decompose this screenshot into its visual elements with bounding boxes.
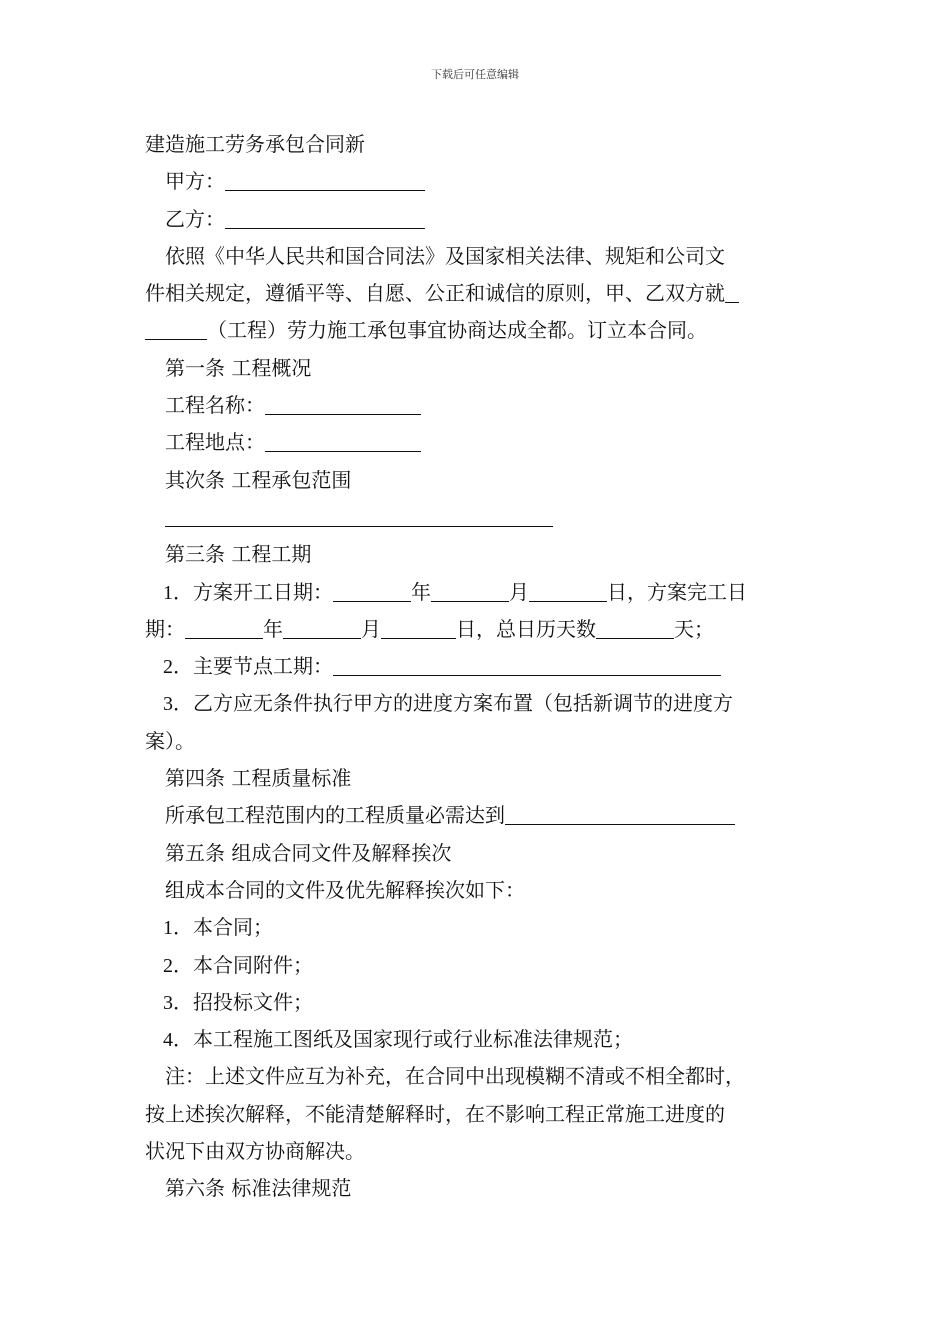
note-line-2: 按上述挨次解释，不能清楚解释时，在不影响工程正常施工进度的 [145,1101,725,1126]
milestone-label: 主要节点工期： [193,654,333,679]
progress-plan-text: 乙方应无条件执行甲方的进度方案布置（包括新调节的进度方 [193,691,733,716]
total-days-label: 日，总日历天数 [456,616,596,641]
document-title: 建造施工劳务承包合同新 [145,132,365,156]
end-day-blank [381,616,456,639]
schedule-line-1 [145,574,810,611]
schedule-line-4 [145,685,810,722]
note-line-1: 注：上述文件应互为补充，在合同中出现模糊不清或不相全都时， [165,1064,745,1089]
start-date-label: 方案开工日期： [193,579,333,604]
end-date-label-cont: 期： [145,616,185,641]
scope-line [145,499,810,536]
project-site-line [145,424,810,461]
intro-line-2 [145,275,810,312]
project-site-label: 工程地点： [165,430,265,455]
contract-document [145,126,810,1208]
item-3-number: 3． [163,693,193,716]
days-unit-label: 天； [674,616,714,641]
party-a-blank [225,168,425,191]
doc-item-1-text: 本合同； [193,915,273,940]
schedule-line-2 [145,611,810,648]
compose-intro: 组成本合同的文件及优先解释挨次如下： [165,877,525,902]
intro-line-2-text: 件相关规定，遵循平等、自愿、公正和诚信的原则，甲、乙双方就 [145,281,725,306]
doc-item-4-text: 本工程施工图纸及国家现行或行业标准法律规范； [193,1027,633,1052]
party-b-label: 乙方： [165,206,225,231]
schedule-line-5: 案）。 [145,728,195,753]
intro-line-1: 依照《中华人民共和国合同法》及国家相关法律、规矩和公司文 [165,243,725,268]
quality-blank [505,802,735,825]
quality-line [145,797,810,834]
article-6-heading: 第六条 标准法律规范 [165,1176,352,1201]
end-year-label: 年 [263,616,283,641]
party-b-line [145,201,810,238]
doc-item-1-number: 1． [163,917,193,940]
intro-line-3 [145,312,810,349]
project-name-line [145,387,810,424]
doc-list-item-3 [145,984,810,1021]
start-month-blank [431,579,509,602]
item-1-number: 1． [163,581,193,604]
item-2-number: 2． [163,656,193,679]
end-month-blank [283,616,361,639]
doc-item-2-text: 本合同附件； [193,952,313,977]
start-year-blank [333,579,411,602]
article-5-heading: 第五条 组成合同文件及解释挨次 [165,840,452,865]
doc-list-item-4 [145,1021,810,1058]
party-a-line [145,163,810,200]
start-day-blank [529,579,607,602]
project-name-blank [265,392,421,415]
project-site-blank [265,429,421,452]
month-label: 月 [509,579,529,604]
schedule-line-3 [145,648,810,685]
article-2-heading: 其次条 工程承包范围 [165,467,352,492]
article-1-heading: 第一条 工程概况 [165,355,312,380]
doc-item-2-number: 2． [163,954,193,977]
milestone-blank [333,653,721,676]
doc-item-4-number: 4． [163,1029,193,1052]
end-month-label: 月 [361,616,381,641]
article-3-heading: 第三条 工程工期 [165,542,312,567]
doc-item-3-number: 3． [163,991,193,1014]
end-year-blank [185,616,263,639]
article-4-heading: 第四条 工程质量标准 [165,766,352,791]
end-date-label: 日，方案完工日 [607,579,747,604]
project-blank-start [725,280,739,303]
total-days-blank [596,616,674,639]
page-header-note: 下载后可任意编辑 [431,68,519,81]
quality-label: 所承包工程范围内的工程质量必需达到 [165,803,505,828]
doc-list-item-1 [145,909,810,946]
scope-blank [165,504,553,527]
doc-list-item-2 [145,947,810,984]
party-a-label: 甲方： [165,169,225,194]
doc-item-3-text: 招投标文件； [193,989,313,1014]
year-label: 年 [411,579,431,604]
project-name-label: 工程名称： [165,393,265,418]
party-b-blank [225,206,425,229]
intro-line-3-text: （工程）劳力施工承包事宜协商达成全都。订立本合同。 [207,318,707,343]
project-blank-end [145,317,207,340]
note-line-3: 状况下由双方协商解决。 [145,1139,365,1164]
